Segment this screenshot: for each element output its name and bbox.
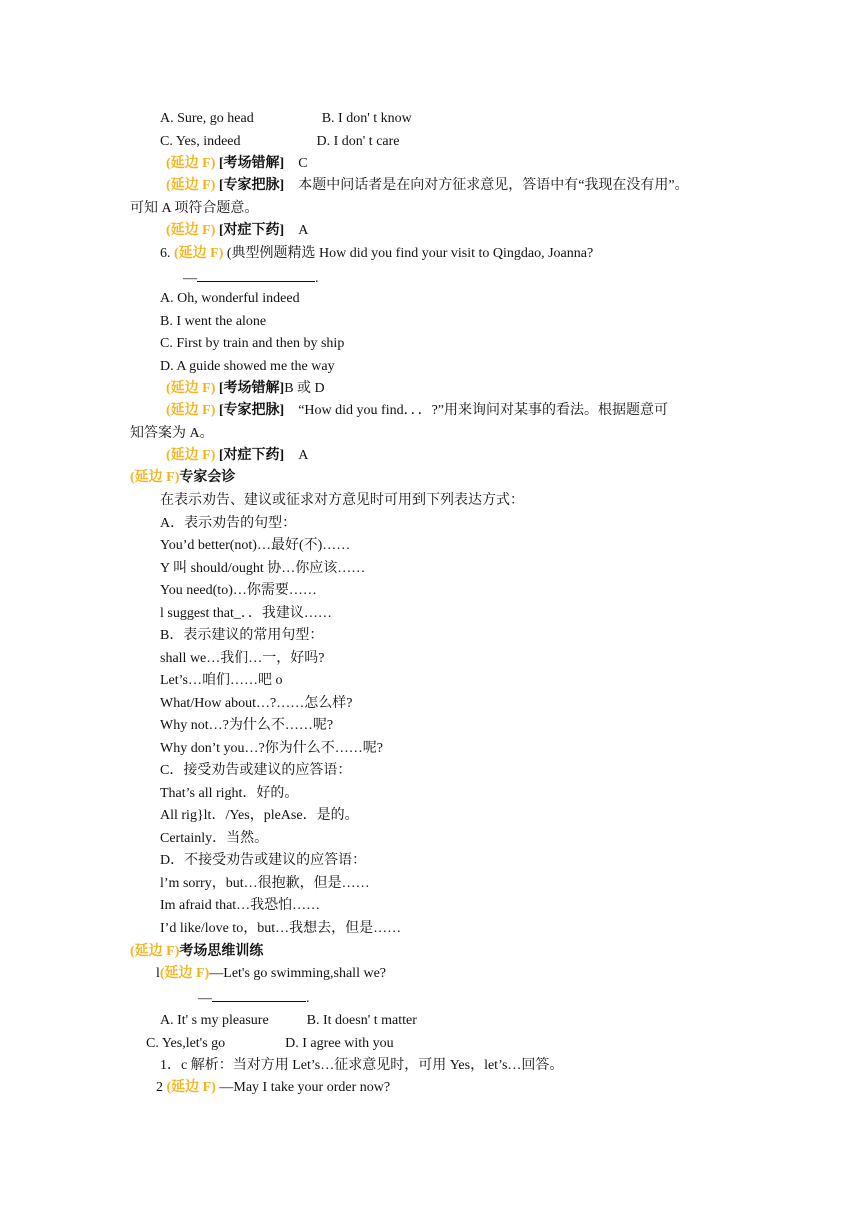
source-tag: (延边 F) bbox=[174, 246, 224, 261]
analysis-continued: 知答案为 A。 bbox=[130, 426, 214, 441]
answer-value: A bbox=[298, 223, 309, 238]
question-text: —Let's go swimming,shall we? bbox=[209, 966, 387, 981]
option-a: A. Oh, wonderful indeed bbox=[160, 291, 300, 306]
source-tag: (延边 F) bbox=[166, 403, 216, 418]
expression-item: What/How about…?……怎么样? bbox=[160, 696, 353, 711]
option-a: A. It' s my pleasure bbox=[160, 1013, 269, 1028]
answer-value: C bbox=[298, 156, 308, 171]
answer-value: B 或 D bbox=[284, 381, 325, 396]
expression-item: You’d better(not)…最好(不)…… bbox=[160, 538, 351, 553]
answer-blank-line bbox=[183, 268, 319, 288]
option-d: D. I agree with you bbox=[285, 1036, 394, 1051]
source-tag: (延边 F) bbox=[166, 381, 216, 396]
analysis-continued: 可知 A 项符合题意。 bbox=[130, 201, 259, 216]
source-tag: (延边 F) bbox=[166, 156, 216, 171]
blank bbox=[212, 988, 306, 1002]
subheading: C．接受劝告或建议的应答语： bbox=[160, 763, 352, 778]
question-line bbox=[156, 1079, 390, 1097]
source-tag: (延边 F) bbox=[166, 178, 216, 193]
source-tag: (延边 F) bbox=[130, 470, 180, 485]
answer-value: A bbox=[298, 448, 309, 463]
expression-item: l suggest that_．．我建议…… bbox=[160, 606, 332, 621]
expression-item: Why don’t you…?你为什么不……呢? bbox=[160, 741, 383, 756]
section-label: [专家把脉] bbox=[218, 178, 285, 193]
expression-item: Im afraid that…我恐怕…… bbox=[160, 898, 321, 913]
subheading: B．表示建议的常用句型： bbox=[160, 628, 324, 643]
option-b: B. It doesn' t matter bbox=[306, 1013, 417, 1028]
heading-text: 考场思维训练 bbox=[179, 944, 264, 959]
question-line bbox=[156, 965, 386, 983]
blank bbox=[197, 268, 315, 282]
source-tag: (延边 F) bbox=[166, 223, 216, 238]
option-c: C. Yes,let's go bbox=[146, 1036, 226, 1051]
analysis-text: “How did you find．．．?”用来询问对某事的看法。根据题意可 bbox=[298, 403, 669, 418]
source-tag: (延边 F) bbox=[166, 448, 216, 463]
expression-item: shall we…我们…一，好吗? bbox=[160, 651, 325, 666]
question-line bbox=[160, 245, 593, 263]
option-d: D. I don' t care bbox=[316, 134, 400, 149]
option-c: C. Yes, indeed bbox=[160, 134, 241, 149]
correct-answer-line bbox=[166, 447, 308, 465]
answer-blank-line bbox=[198, 988, 310, 1008]
option-line bbox=[160, 133, 400, 151]
section-label: [考场错解] bbox=[218, 156, 285, 171]
analysis-line bbox=[166, 177, 689, 195]
subheading: D．不接受劝告或建议的应答语： bbox=[160, 853, 367, 868]
source-tag: (延边 F) bbox=[166, 1080, 216, 1095]
source-tag: (延边 F) bbox=[159, 966, 210, 981]
heading-text: 专家会诊 bbox=[179, 470, 236, 485]
section-heading bbox=[130, 469, 235, 487]
option-a: A. Sure, go head bbox=[160, 111, 254, 126]
wrong-answer-line bbox=[166, 155, 308, 173]
option-line bbox=[160, 1012, 417, 1030]
question-number: 6. bbox=[160, 246, 171, 261]
section-label: [对症下药] bbox=[218, 448, 285, 463]
expression-item: Let’s…咱们……吧 o bbox=[160, 673, 283, 688]
subheading: A．表示劝告的句型： bbox=[160, 516, 297, 531]
analysis-text: 本题中问话者是在向对方征求意见，答语中有“我现在没有用”。 bbox=[298, 178, 689, 193]
dash: — bbox=[198, 991, 212, 1006]
option-b: B. I went the alone bbox=[160, 314, 267, 329]
option-c: C. First by train and then by ship bbox=[160, 336, 345, 351]
expression-item: Certainly．当然。 bbox=[160, 831, 269, 846]
source-tag: (延边 F) bbox=[130, 944, 180, 959]
paragraph: 在表示劝告、建议或征求对方意见时可用到下列表达方式： bbox=[160, 493, 524, 508]
expression-item: All rig}lt．/Yes，pleAse．是的。 bbox=[160, 808, 359, 823]
question-text: —May I take your order now? bbox=[219, 1080, 391, 1095]
expression-item: Y 叫 should/ought 协…你应该…… bbox=[160, 561, 366, 576]
expression-item: That’s all right．好的。 bbox=[160, 786, 299, 801]
option-line bbox=[146, 1035, 394, 1053]
expression-item: You need(to)…你需要…… bbox=[160, 583, 317, 598]
question-number: l bbox=[156, 966, 160, 981]
section-label: [专家把脉] bbox=[218, 403, 285, 418]
section-heading bbox=[130, 943, 263, 961]
section-label: [对症下药] bbox=[218, 223, 285, 238]
expression-item: I’d like/love to，but…我想去，但是…… bbox=[160, 921, 402, 936]
expression-item: Why not…?为什么不……呢? bbox=[160, 718, 334, 733]
option-line bbox=[160, 110, 412, 128]
explanation: 1．c 解析：当对方用 Let’s…征求意见时，可用 Yes，let’s…回答。 bbox=[160, 1058, 564, 1073]
option-b: B. I don' t know bbox=[321, 111, 412, 126]
analysis-line bbox=[166, 402, 668, 420]
wrong-answer-line bbox=[166, 380, 325, 398]
question-number: 2 bbox=[156, 1080, 163, 1095]
dash: — bbox=[183, 271, 197, 286]
period: . bbox=[306, 991, 310, 1006]
question-text: (典型例题精选 How did you find your visit to Qingdao, Joanna? bbox=[226, 246, 594, 261]
expression-item: l’m sorry，but…很抱歉，但是…… bbox=[160, 876, 370, 891]
period: . bbox=[315, 271, 319, 286]
correct-answer-line bbox=[166, 222, 308, 240]
option-d: D. A guide showed me the way bbox=[160, 359, 335, 374]
section-label: [考场错解] bbox=[218, 381, 285, 396]
